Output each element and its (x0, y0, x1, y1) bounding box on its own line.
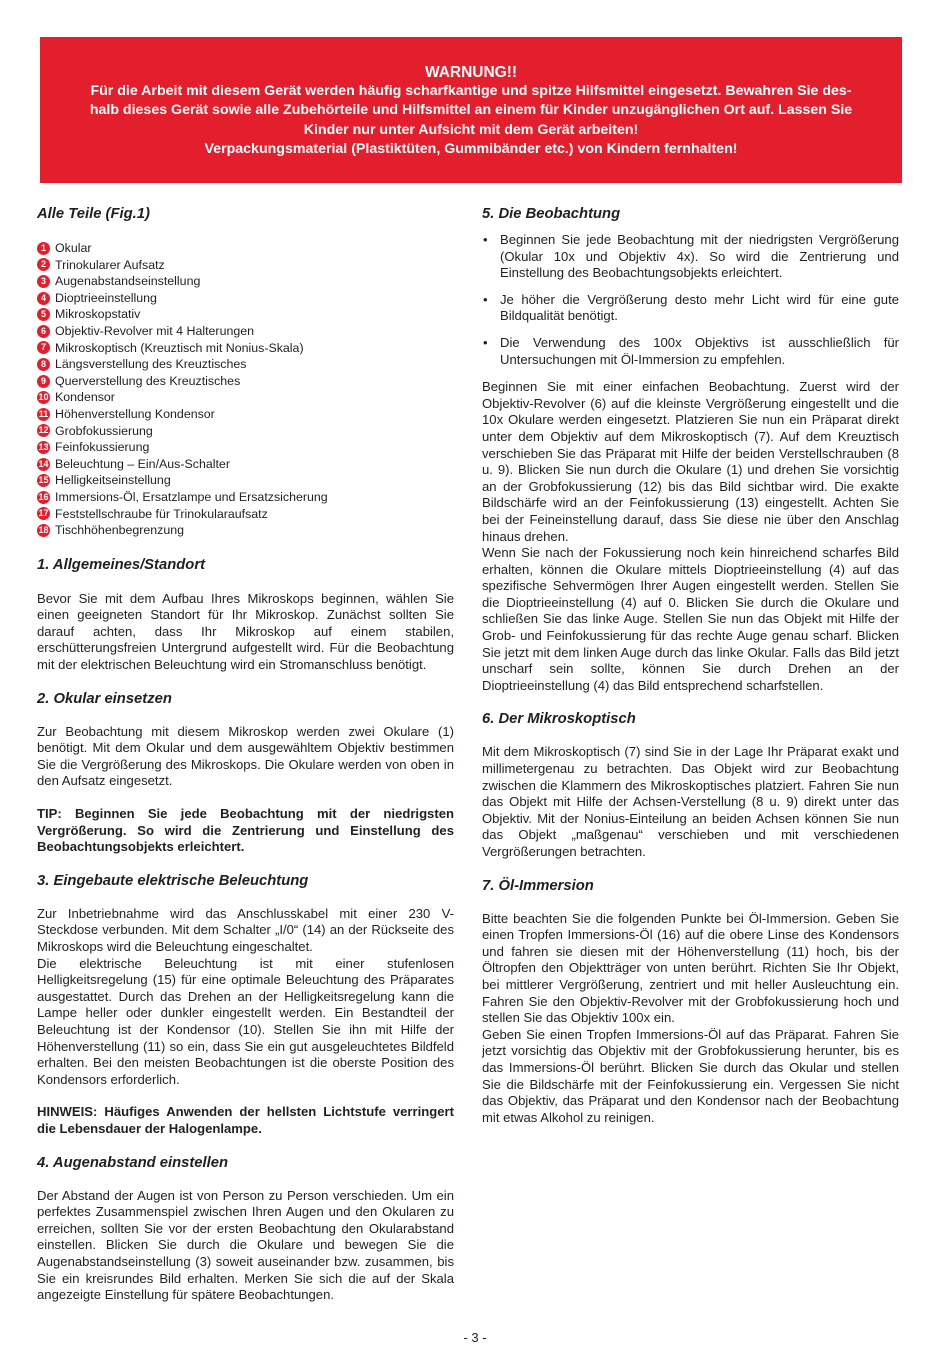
number-badge: 6 (37, 325, 50, 338)
paragraph: Zur Inbetriebnahme wird das Anschlusskabel mit einer 230 V-Steckdose verbunden. Mit dem Schalter „I/0“ (14) an der Rückseite des Mikroskops wird die Beleuchtung eingeschaltet. (37, 905, 454, 954)
number-badge: 9 (37, 375, 50, 388)
number-badge: 5 (37, 308, 50, 321)
part-label: Helligkeitseinstellung (55, 473, 171, 488)
part-item (37, 257, 454, 274)
paragraph: Wenn Sie nach der Fokussierung noch kein hinreichend scharfes Bild erhalten, können die Okulare mittels Dioptrieeinstellung (4) auf das spezifische Sehvermögen Ihrer Augen eingestellt werden. Stellen Sie die Dioptrieeinstellung (4) auf 0. Blicken Sie durch die Okulare und schließen Sie das linke Auge. Stellen Sie nun das Objekt mit Hilfe der Grob- und Feinfokussierung für das rechte Auge genau scharf. Blicken Sie jetzt mit dem linken Auge durch das linke Okular. Falls das Bild jetzt unscharf sein sollte, können Sie durch Drehen an der Dioptrieeinstellung (4) das Bild entsprechend scharfstellen. (482, 545, 899, 693)
section-heading: 7. Öl-Immersion (482, 877, 594, 894)
number-badge: 7 (37, 341, 50, 354)
part-item (37, 423, 454, 440)
number-badge: 1 (37, 242, 50, 255)
paragraph: Zur Beobachtung mit diesem Mikroskop werden zwei Okulare (1) benötigt. Mit dem Okular und dem ausgewähltem Objektiv bestimmen Sie die Vergrößerung des Mikroskops. Die Okulare werden von oben in den Aufsatz eingesetzt. (37, 723, 454, 789)
parts-heading: Alle Teile (Fig.1) (37, 206, 150, 222)
number-badge: 15 (38, 475, 49, 486)
number-badge: 16 (38, 491, 49, 502)
number-badge: 2 (37, 258, 50, 271)
number-badge: 18 (38, 524, 49, 535)
bullet-item (482, 335, 899, 368)
bullet-text: • Je höher die Vergrößerung desto mehr Licht wird für eine gute Bildqualität benötigt. (500, 291, 899, 324)
section-heading: 3. Eingebaute elektrische Beleuchtung (37, 872, 309, 889)
bullet-text: • Die Verwendung des 100x Objektivs ist ausschließlich für Untersuchungen mit Öl-Immersion zu empfehlen. (500, 334, 899, 367)
note-paragraph: HINWEIS: Häufiges Anwenden der hellsten Lichtstufe verringert die Lebensdauer der Halogenlampe. (37, 1104, 454, 1136)
paragraph: Bitte beachten Sie die folgenden Punkte bei Öl-Immersion. Geben Sie einen Tropfen Immersions-Öl (16) auf die obere Linse des Kondensors und fahren sie diesen mit der Höhenverstellung (11) hoch, bis der Öltropfen den Objektträger von unten berührt. Richten Sie Ihr Objekt, bei mittlerer Vergrößerung, zentriert und mit heller Ausleuchtung ein. Fahren Sie den Objektiv-Revolver mit der Grobfokussierung hoch und stellen Sie das Objektiv 100x ein. (482, 910, 899, 1026)
number-badge: 13 (38, 441, 49, 452)
part-item (37, 389, 454, 406)
part-label: Dioptrieeinstellung (55, 290, 157, 305)
section-heading: 1. Allgemeines/Standort (37, 556, 206, 573)
paragraph: Mit dem Mikroskoptisch (7) sind Sie in der Lage Ihr Präparat exakt und millimetergenau zu betrachten. Das Objekt wird zur Beobachtung zwischen die Klammern des Mikroskoptisches platziert. Fahren Sie nun das Objekt mit Hilfe der Achsen-Verstellung (8 u. 9) direkt unter das Objektiv. Mit der Nonius-Einteilung an beiden Achsen können Sie nun das Objekt „maßgenau“ verschieben und mit verschiedenen Vergrößerungen betrachten. (482, 744, 899, 859)
number-badge: 10 (38, 392, 49, 403)
part-item (37, 340, 454, 357)
part-item (37, 456, 454, 473)
paragraph: Der Abstand der Augen ist von Person zu Person verschieden. Um ein perfektes Zusammenspiel zwischen Ihren Augen und den Okularen zu erreichen, sollten Sie vor der ersten Beobachtung den Okularabstand einstellen. Blicken Sie durch die Okulare und bewegen Sie die Augenabstandseinstellung (3) soweit auseinander bzw. zusammen, bis Sie ein kreisrundes Bild erhalten. Merken Sie sich die auf der Skala angezeigte Einstellung für spätere Beobachtungen. (37, 1187, 454, 1303)
part-label: Mikroskopstativ (55, 307, 141, 322)
number-badge: 3 (37, 275, 50, 288)
warning-line: Kinder nur unter Aufsicht mit dem Gerät arbeiten! (303, 121, 639, 138)
part-item (37, 273, 454, 290)
part-label: Höhenverstellung Kondensor (55, 406, 215, 421)
part-item (37, 406, 454, 423)
section-heading: 5. Die Beobachtung (482, 206, 621, 222)
warning-banner (40, 37, 902, 183)
part-label: Mikroskoptisch (Kreuztisch mit Nonius-Skala) (55, 340, 304, 355)
part-label: Tischhöhenbegrenzung (55, 523, 185, 538)
bullet-item (482, 232, 899, 282)
section-heading: 2. Okular einsetzen (37, 690, 172, 707)
warning-line: Verpackungsmaterial (Plastiktüten, Gummibänder etc.) von Kindern fernhalten! (204, 140, 738, 157)
part-label: Trinokularer Aufsatz (55, 257, 165, 272)
part-label: Feinfokussierung (55, 440, 150, 455)
part-item (37, 373, 454, 390)
part-label: Okular (55, 241, 92, 255)
part-item (37, 472, 454, 489)
part-item (37, 290, 454, 307)
part-label: Längsverstellung des Kreuztisches (55, 357, 247, 372)
part-item (37, 522, 454, 539)
number-badge: 12 (38, 425, 49, 436)
part-label: Querverstellung des Kreuztisches (55, 373, 241, 388)
part-label: Beleuchtung – Ein/Aus-Schalter (55, 456, 230, 471)
part-label: Kondensor (55, 390, 115, 405)
paragraph: Die elektrische Beleuchtung ist mit einer stufenlosen Helligkeitsregelung (15) für eine optimale Beleuchtung des Präparates ausgestattet. Durch das Drehen an der Helligkeitsregelung kann die Lampe heller oder dunkler eingestellt werden. Ein Bestandteil der Beleuchtung ist der Kondensor (10). Stellen Sie ihn mit Hilfe der Höhenverstellung (11) so ein, dass Sie ein gut ausgeleuchtetes Bildfeld erhalten. Bei den meisten Beobachtungen ist die oberste Position des Kondensors erforderlich. (37, 955, 454, 1087)
page-number: - 3 - (463, 1330, 487, 1345)
part-item (37, 240, 454, 257)
part-item (37, 306, 454, 323)
part-item (37, 356, 454, 373)
paragraph: Bevor Sie mit dem Aufbau Ihres Mikroskops beginnen, wählen Sie einen geeigneten Standort für Ihr Mikroskop. Zunächst sollten Sie darauf achten, dass Ihr Mikroskop auf einem stabilen, erschütterungsfreien Untergrund aufgestellt wird. Für die Beobachtung mit der elektrischen Beleuchtung wird ein Stromanschluss benötigt. (37, 590, 454, 673)
left-column (37, 204, 454, 1304)
number-badge: 8 (37, 358, 50, 371)
number-badge: 4 (37, 292, 50, 305)
part-label: Grobfokussierung (55, 423, 153, 438)
part-label: Immersions-Öl, Ersatzlampe und Ersatzsicherung (55, 489, 328, 504)
part-label: Augenabstandseinstellung (55, 274, 201, 289)
bullet-item (482, 292, 899, 325)
right-column (482, 204, 899, 1126)
part-item (37, 489, 454, 506)
part-item (37, 506, 454, 523)
parts-list (37, 240, 454, 539)
part-item (37, 323, 454, 340)
warning-line: Für die Arbeit mit diesem Gerät werden häufig scharfkantige und spitze Hilfsmittel eingesetzt. Bewahren Sie des- (90, 83, 852, 100)
section-heading: 4. Augenabstand einstellen (37, 1154, 229, 1171)
warning-line: halb dieses Gerät sowie alle Zubehörteile und Hilfsmittel an einem für Kinder unzugänglichen Ort auf. Lassen Sie (89, 102, 853, 119)
part-item (37, 439, 454, 456)
section-heading: 6. Der Mikroskoptisch (482, 711, 636, 728)
paragraph: Beginnen Sie mit einer einfachen Beobachtung. Zuerst wird der Objektiv-Revolver (6) auf die kleinste Vergrößerung eingestellt und die 10x Okulare werden eingesetzt. Platzieren Sie nun ein Präparat direkt unter dem Objektiv auf dem Mikroskoptisch (7). Auf dem Kreuztisch verschieben Sie das Präparat mit Hilfe der beiden Verstellschrauben (8 u. 9). Blicken Sie nun durch die Okulare (1) und drehen Sie vorsichtig an der Grobfokussierung (12) bis das Bild sichtbar wird. Die exakte Bildschärfe wird an der Feinfokussierung (13) eingestellt. Achten Sie bei der Feineinstellung darauf, dass Sie diese nie über den Anschlag hinaus drehen. (482, 379, 899, 544)
part-label: Objektiv-Revolver mit 4 Halterungen (55, 323, 255, 338)
part-label: Feststellschraube für Trinokularaufsatz (55, 506, 268, 521)
number-badge: 17 (38, 508, 49, 519)
tip-paragraph: TIP: Beginnen Sie jede Beobachtung mit der niedrigsten Vergrößerung. So wird die Zentrierung und Einstellung des Beobachtungsobjekts erleichtert. (37, 806, 454, 855)
number-badge: 11 (38, 408, 49, 419)
number-badge: 14 (38, 458, 49, 469)
paragraph: Geben Sie einen Tropfen Immersions-Öl auf das Präparat. Fahren Sie jetzt vorsichtig das Objektiv mit der Grobfokussierung herunter, bis es das Immersions-Öl berührt. Blicken Sie durch das Okular und stellen Sie die Bildschärfe mit der Feinfokussierung ein. Vergessen Sie nicht das Objektiv, das Präparat und den Kondensor nach der Beobachtung mit etwas Alkohol zu reinigen. (482, 1026, 899, 1125)
bullet-list (482, 232, 899, 368)
bullet-text: • Beginnen Sie jede Beobachtung mit der niedrigsten Vergrößerung (Okular 10x und Objektiv 4x). So wird die Zentrierung und Einstellung des Beobachtungsobjekts erleichtert. (500, 232, 899, 281)
warning-title: WARNUNG!! (424, 64, 518, 81)
